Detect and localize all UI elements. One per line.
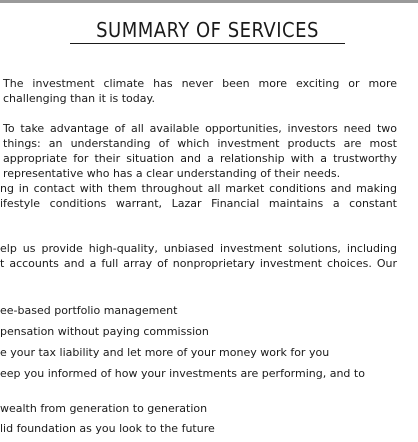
title-underline — [70, 43, 345, 44]
text-line: ifestyle conditions warrant, Lazar Financial maintains a constant — [0, 197, 397, 210]
paragraph-contact — [0, 181, 397, 211]
text-line: elp us provide high-quality, unbiased investment solutions, including — [0, 242, 397, 255]
service-item: wealth from generation to generation — [0, 402, 208, 415]
text-line: appropriate for their situation and a relationship with a trustworthy — [3, 152, 397, 165]
service-item: ee-based portfolio management — [0, 304, 178, 317]
text-line: t accounts and a full array of nonproprietary investment choices. Our — [0, 257, 397, 270]
text-line: representative who has a clear understanding of their needs. — [3, 167, 341, 180]
page-title: SUMMARY OF SERVICES — [96, 18, 319, 42]
service-item: lid foundation as you look to the future — [0, 422, 215, 435]
text-line: things: an understanding of which investment products are most — [3, 137, 397, 150]
text-line: The investment climate has never been more exciting or more — [3, 77, 397, 90]
service-item: e your tax liability and let more of your money work for you — [0, 346, 330, 359]
text-line: To take advantage of all available opportunities, investors need two — [3, 122, 397, 135]
service-item: eep you informed of how your investments are performing, and to — [0, 367, 365, 380]
paragraph-opportunities — [3, 121, 397, 181]
service-item: pensation without paying commission — [0, 325, 209, 338]
text-line: ng in contact with them throughout all market conditions and making — [0, 182, 397, 195]
paragraph-intro — [3, 76, 397, 106]
top-border — [0, 0, 418, 3]
paragraph-solutions — [0, 241, 397, 271]
text-line: challenging than it is today. — [3, 92, 155, 105]
